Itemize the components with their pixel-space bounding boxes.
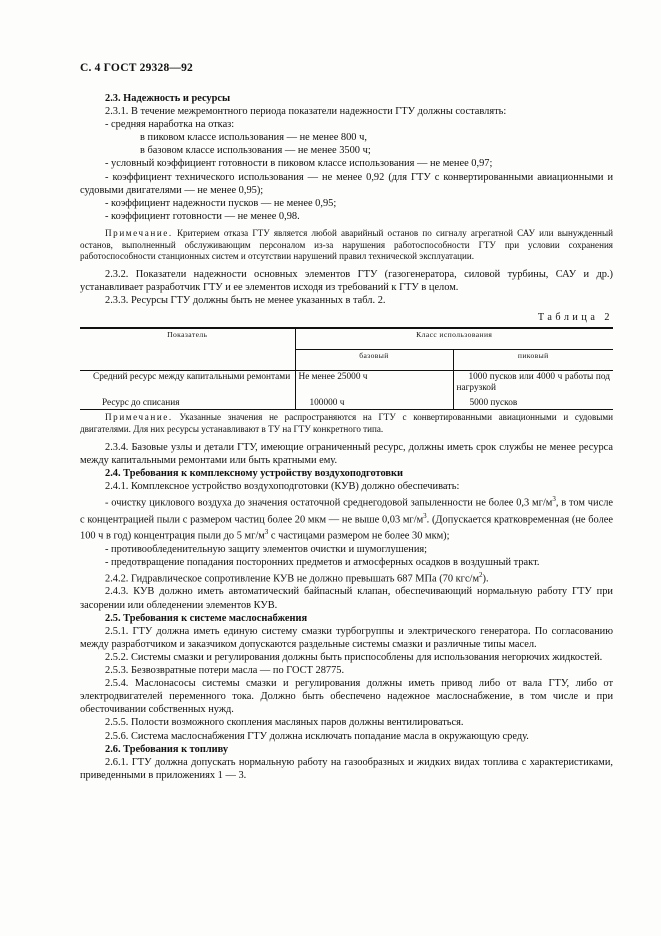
superscript: 3: [552, 495, 556, 504]
section-2-3-title: 2.3. Надежность и ресурсы: [105, 93, 231, 104]
list-item: - коэффициент надежности пусков — не менее 0,95;: [105, 197, 337, 209]
list-item: [80, 493, 613, 543]
text-run: - очистку циклового воздуха до значения остаточной среднегодовой запыленности не более 0,3 мг/м: [105, 497, 553, 509]
list-item: - условный коэффициент готовности в пиковом классе использования — не менее 0,97;: [105, 158, 493, 170]
paragraph-2-5-6: 2.5.6. Система маслоснабжения ГТУ должна исключать попадание масла в окружающую среду.: [105, 730, 529, 742]
page-content: [80, 92, 613, 782]
table-cell-base: Не менее 25000 ч: [295, 371, 453, 395]
list-subitem: в базовом классе использования — не менее 3500 ч;: [140, 145, 371, 157]
table-header-indicator: Показатель: [80, 328, 295, 371]
table-header-peak: пиковый: [453, 350, 613, 371]
table-row: [80, 371, 613, 395]
paragraph-2-4-3: 2.4.3. КУВ должно иметь автоматический байпасный клапан, обеспечивающий нормальную работу ГТУ при засорении или обледенении элементов КУВ.: [80, 586, 613, 611]
superscript: 2: [479, 570, 483, 579]
note-2-3-1: [80, 228, 613, 263]
note-text: Указанные значения не распространяются на ГТУ с конвертированными авиационными и судовыми двигателями. Для них ресурсы устанавливают в ТУ на ГТУ конкретного типа.: [80, 412, 613, 435]
table-row: [80, 395, 613, 410]
paragraph-2-5-1: 2.5.1. ГТУ должна иметь единую систему смазки турбогруппы и электрического генератора. По согласованию между разработчиком и заказчиком допускаются раздельные системы смазки и различные типы масел.: [80, 625, 613, 650]
paragraph-2-3-2: 2.3.2. Показатели надежности основных элементов ГТУ (газогенератора, силовой турбины, САУ и др.) устанавливает разработчик ГТУ и ее элементов исходя из требований к ГТУ в целом.: [80, 268, 613, 293]
list-item: - предотвращение попадания посторонних предметов и атмосферных осадков в воздушный тракт.: [105, 556, 540, 568]
note-label: Примечание.: [105, 227, 173, 238]
table-cell-base: 100000 ч: [295, 395, 453, 410]
paragraph-2-4-2: [80, 569, 613, 586]
section-2-5-title: 2.5. Требования к системе маслоснабжения: [105, 612, 308, 624]
note-label: Примечание.: [105, 412, 173, 423]
table-2: [80, 327, 613, 410]
table-cell-indicator: Средний ресурс между капитальными ремонтами: [93, 372, 291, 383]
paragraph-2-3-3: 2.3.3. Ресурсы ГТУ должны быть не менее указанных в табл. 2.: [105, 294, 386, 306]
superscript: 3: [264, 528, 269, 537]
superscript: 3: [423, 511, 427, 520]
section-2-6-title: 2.6. Требования к топливу: [105, 743, 229, 755]
list-item: - противообледенительную защиту элементов очистки и шумоглушения;: [105, 543, 428, 555]
paragraph-2-4-1: 2.4.1. Комплексное устройство воздухоподготовки (КУВ) должно обеспечивать:: [105, 480, 460, 492]
list-item: - коэффициент технического использования — не менее 0,92 (для ГТУ с конвертированными авиационными и судовыми двигателями — не менее 0,95);: [80, 171, 613, 196]
text-run: с частицами размером не более 30 мкм);: [268, 530, 450, 542]
paragraph-2-3-4: 2.3.4. Базовые узлы и детали ГТУ, имеющие ограниченный ресурс, должны иметь срок службы не менее ресурса между капитальными ремонтами или быть кратными ему.: [80, 441, 613, 466]
paragraph-2-5-3: 2.5.3. Безвозвратные потери масла — по ГОСТ 28775.: [105, 665, 345, 677]
table-cell-peak: 5000 пусков: [453, 395, 613, 410]
paragraph-2-5-4: 2.5.4. Маслонасосы системы смазки и регулирования должны иметь привод либо от вала ГТУ, либо от электродвигателей переменного тока. Должно быть обеспечено надежное маслоснабжение, в том числе и при обесточивании собственных нужд.: [80, 678, 613, 716]
table-cell-peak: 1000 пусков или 4000 ч работы под нагрузкой: [453, 371, 613, 395]
paragraph-2-5-5: 2.5.5. Полости возможного скопления масляных паров должны вентилироваться.: [105, 717, 464, 729]
list-subitem: в пиковом классе использования — не менее 800 ч,: [140, 132, 367, 144]
table-header-class: Класс использования: [295, 328, 613, 350]
paragraph-2-3-1: 2.3.1. В течение межремонтного периода показатели надежности ГТУ должны составлять:: [105, 106, 507, 118]
note-table-2: [80, 412, 613, 435]
paragraph-2-5-2: 2.5.2. Системы смазки и регулирования должны быть приспособлены для использования негорючих жидкостей.: [105, 651, 603, 663]
list-item: - средняя наработка на отказ:: [105, 119, 235, 131]
page-header: С. 4 ГОСТ 29328—92: [80, 62, 193, 74]
text-run: ).: [482, 573, 489, 585]
text-run: 2.4.2. Гидравлическое сопротивление КУВ не должно превышать 687 МПа (70 кгс/м: [105, 573, 480, 585]
section-2-4-title: 2.4. Требования к комплексному устройству воздухоподготовки: [105, 467, 403, 479]
table-header-base: базовый: [295, 350, 453, 371]
paragraph-2-6-1: 2.6.1. ГТУ должна допускать нормальную работу на газообразных и жидких видах топлива с характеристиками, приведенными в приложениях 1 — 3.: [80, 756, 613, 781]
list-item: - коэффициент готовности — не менее 0,98.: [105, 210, 300, 222]
table-2-title: Таблица 2: [537, 312, 613, 323]
text-run: . (Допускается кратковременная (не более 100 ч в год) концентрация пыли до 5 мг/м: [80, 514, 613, 542]
note-text: Критерием отказа ГТУ является любой аварийный останов по сигналу агрегатной САУ или вынужденный останов, выполненный обслуживающим персоналом из-за нарушения работоспособности ГТУ при условии сохранения работоспособности станционных систем и отсутствии нарушений правил технической эксплуатации.: [80, 227, 613, 262]
text-run: , в том числе с концентрацией пыли с размером частиц более 20 мкм — не выше 0,03 мг/м: [80, 497, 614, 526]
table-cell-indicator: Ресурс до списания: [102, 397, 180, 408]
